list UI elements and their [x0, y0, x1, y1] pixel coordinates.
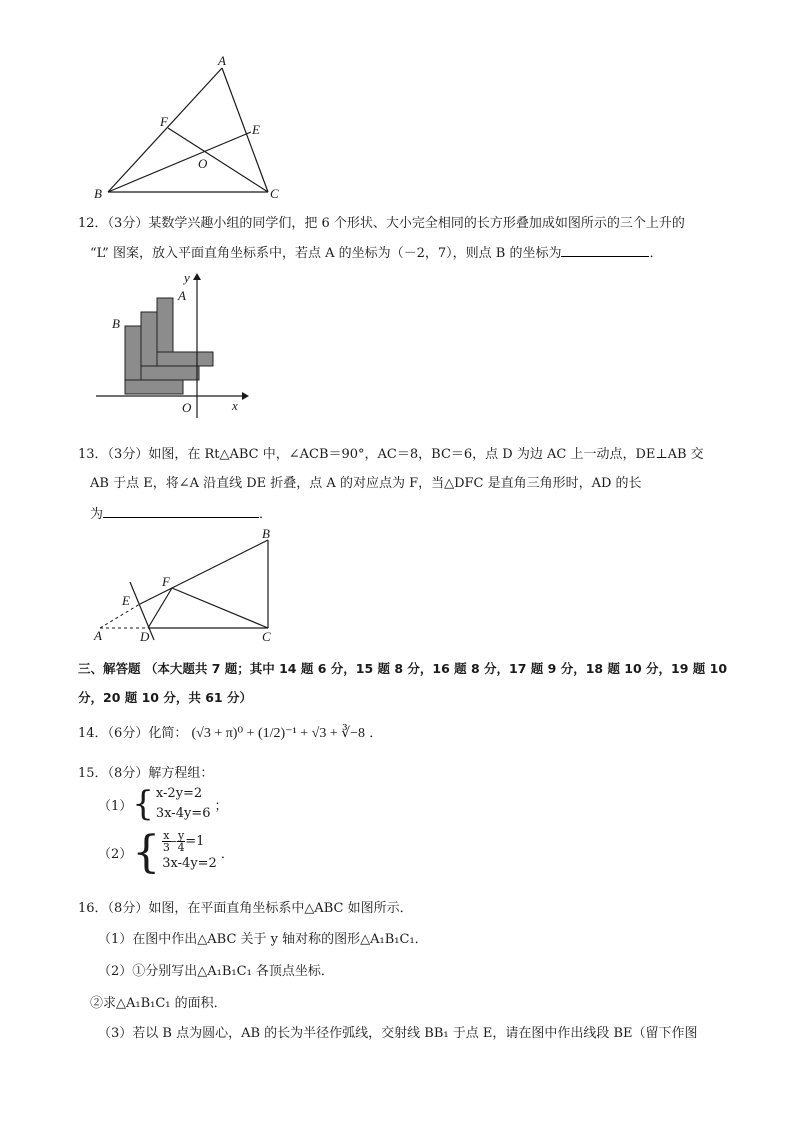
q15-p1-end: ；	[214, 798, 228, 814]
q16-p2: （2）①分别写出△A₁B₁C₁ 各顶点坐标．	[98, 964, 334, 979]
q13-line2: AB 于点 E，将∠A 沿直线 DE 折叠，点 A 的对应点为 F，当△DFC 是直角三角形时，AD 的长	[90, 476, 642, 491]
q15-p2-eq2: 3x-4y=2	[162, 856, 217, 871]
q15-system-1	[98, 784, 227, 824]
label-C: C	[270, 186, 279, 201]
q15-p1-eq2: 3x-4y=6	[155, 806, 211, 821]
label-E: E	[122, 593, 130, 608]
label-O: O	[182, 400, 192, 415]
q16-p3: （3）若以 B 点为圆心，AB 的长为半径作弧线，交射线 BB₁ 于点 E，请在图中作出线段 BE（留下作图	[98, 1026, 698, 1041]
brace-icon: {	[132, 826, 161, 878]
q15-p2-eq1: $\frac{x}{3}$ – $\frac{y}{4}$ =1	[162, 829, 205, 854]
q14	[78, 722, 382, 742]
label-y: y	[184, 270, 190, 285]
q12-line2-end: ．	[649, 246, 663, 261]
label-A: A	[218, 53, 226, 68]
brace-icon: {	[132, 784, 154, 824]
label-F: F	[162, 574, 170, 589]
fraction-x-over-3: $\frac{x}{3}$	[162, 829, 170, 854]
q14-prefix: 14．（6分）化简：	[78, 726, 188, 741]
q15-p2-end: ．	[220, 847, 234, 862]
label-C: C	[262, 629, 271, 644]
q15-title: 15．（8分）解方程组：	[78, 766, 214, 781]
q15-system-2	[98, 826, 234, 878]
q13-line3	[90, 503, 272, 522]
label-F: F	[160, 114, 168, 129]
q12-line1: 12．（3分）某数学兴趣小组的同学们，把 6 个形状、大小完全相同的长方形叠加成如图所示的三个上升的	[78, 216, 685, 231]
q13-line3-text: 为	[90, 507, 104, 522]
q13-line3-end: ．	[259, 507, 273, 522]
q15-p1-label: （1）	[98, 798, 133, 814]
q14-expression: (√3 + π)⁰ + (1/2)⁻¹ + √3 + ∛−8	[191, 726, 366, 741]
q13-answer-blank[interactable]	[103, 505, 259, 518]
q15-p2-label: （2）	[98, 847, 133, 862]
label-A: A	[178, 288, 186, 303]
q12-line2	[90, 242, 662, 261]
label-D: D	[140, 629, 150, 644]
label-E: E	[252, 122, 260, 137]
q15-p1-eq1: x-2y=2	[155, 786, 203, 801]
figure-l-shapes	[92, 268, 252, 418]
figure-right-triangle-fold	[88, 524, 288, 649]
figure-triangle-abc	[88, 52, 288, 202]
q16-p2b: ②求△A₁B₁C₁ 的面积．	[90, 996, 227, 1011]
section3-line1: 三、解答题 （本大题共 7 题；其中 14 题 6 分，15 题 8 分，16 题 8 分，17 题 9 分，18 题 10 分，19 题 10	[78, 661, 728, 676]
section3-line2: 分，20 题 10 分，共 61 分）	[78, 690, 252, 705]
q13-line1: 13．（3分）如图，在 Rt△ABC 中，∠ACB＝90°，AC＝8，BC＝6，点 D 为边 AC 上一动点，DE⊥AB 交	[78, 447, 704, 462]
q12-answer-blank[interactable]	[561, 244, 649, 257]
label-O: O	[198, 156, 208, 171]
label-x: x	[232, 398, 238, 413]
label-B: B	[112, 316, 120, 331]
q12-line2-text: “L” 图案，放入平面直角坐标系中，若点 A 的坐标为（－2，7），则点 B 的坐标为	[90, 246, 562, 261]
label-A: A	[94, 628, 102, 643]
fraction-y-over-4: $\frac{y}{4}$	[177, 829, 185, 854]
label-B: B	[262, 526, 270, 541]
label-B: B	[94, 186, 102, 201]
q14-end: ．	[369, 726, 383, 741]
q16-p1: （1）在图中作出△ABC 关于 y 轴对称的图形△A₁B₁C₁．	[98, 932, 428, 947]
q16-title: 16．（8分）如图，在平面直角坐标系中△ABC 如图所示．	[78, 901, 413, 916]
